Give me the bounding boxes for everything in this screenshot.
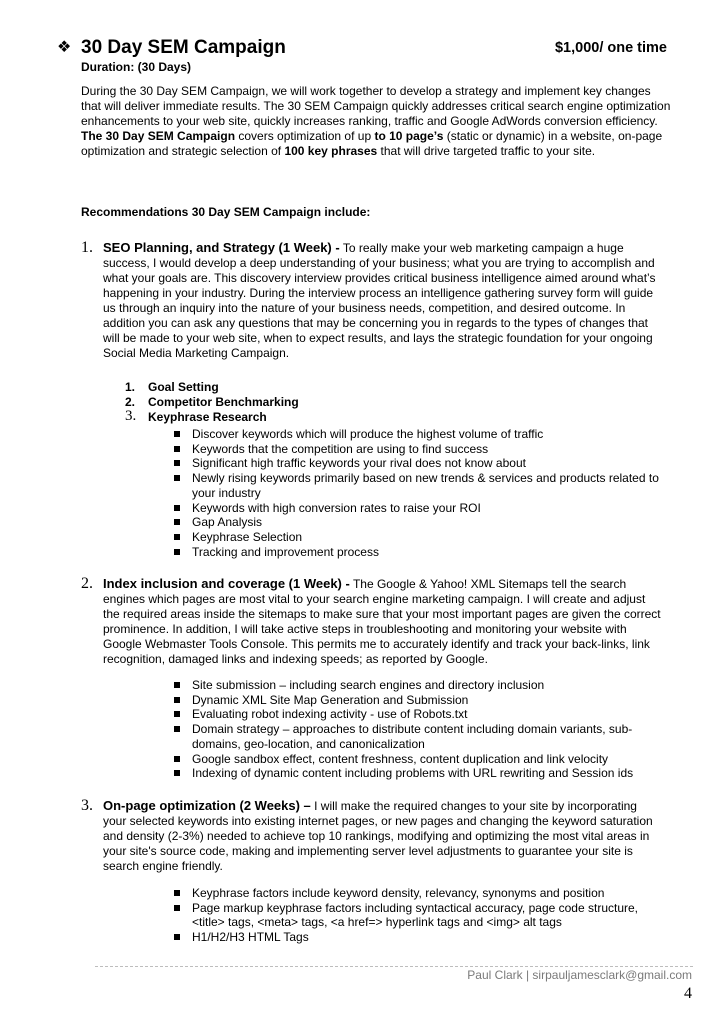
intro-text: During the 30 Day SEM Campaign, we will work together to develop a strategy and implement key changes that will deliver immediate results. The 30 SEM Campaign quickly addresses critical search engine optimization enhancements to your web site, quickly increases ranking, traffic and Google AdWords conversion efficiency. [81,84,671,128]
list-item: Google sandbox effect, content freshness, content duplication and link velocity [172,752,667,767]
list-item: Tracking and improvement process [172,545,662,560]
list-item [125,380,299,395]
section-number: 3. [81,797,93,814]
list-item: Keywords that the competition are using to find success [172,442,662,457]
list-item: Domain strategy – approaches to distribute content including domain variants, sub-domains, geo-location, and canonicalization [172,722,667,751]
section-body: I will make the required changes to your site by incorporating your selected keywords into existing internet pages, or new pages and changing the keyword saturation and density (2-3%) needed to achieve top 10 rankings, modifying and optimizing the most vital areas in your site's source code, making and implementing server level adjustments to guarantee your site is search engine friendly. [103,799,653,873]
list-item-label: Keyphrase Research [148,410,267,424]
page-number: 4 [684,985,692,1002]
section-paragraph [103,798,663,874]
list-item: Discover keywords which will produce the highest volume of traffic [172,427,662,442]
list-item-label: Competitor Benchmarking [148,395,299,409]
section-heading: SEO Planning, and Strategy (1 Week) - [103,240,340,255]
list-item [125,410,299,425]
list-item-number: 1. [125,380,136,394]
footer-divider [95,966,693,967]
list-item: Significant high traffic keywords your rival does not know about [172,456,662,471]
list-item: Keywords with high conversion rates to raise your ROI [172,501,662,516]
list-item: H1/H2/H3 HTML Tags [172,930,662,945]
list-item: Gap Analysis [172,515,662,530]
intro-bold: The 30 Day SEM Campaign [81,129,236,143]
seo-subitems-list [125,380,299,425]
on-page-bullet-list [172,886,662,945]
section-paragraph [103,576,663,667]
list-item [125,395,299,410]
duration-label: Duration: (30 Days) [81,60,192,74]
page-header [57,37,667,61]
section-body: To really make your web marketing campaign a huge success, I would develop a deep understanding of your business; what you are trying to accomplish and what your goals are. This discovery interview provides critical business intelligence aimed around what’s happening in your industry. During the interview process an intelligence gathering survey form will guide us through an inquiry into the nature of your business needs, competition, and desired outcome. In addition you can ask any questions that may be concerning you in regards to the types of changes that will be made to your web site, when to expect results, and lays the strategic foundation for your ongoing Social Media Marketing Campaign. [103,241,656,360]
recommendations-heading: Recommendations 30 Day SEM Campaign include: [81,205,371,219]
list-item-label: Goal Setting [148,380,219,394]
section-heading: On-page optimization (2 Weeks) – [103,798,311,813]
intro-text: that will drive targeted traffic to your site. [377,144,596,158]
section-number: 1. [81,239,93,256]
intro-bold: to 10 page’s [374,129,444,143]
diamond-bullet-icon: ❖ [57,39,72,56]
index-bullet-list [172,678,667,781]
price-label: $1,000/ one time [554,40,667,56]
list-item: Keyphrase Selection [172,530,662,545]
list-item: Keyphrase factors include keyword density, relevancy, synonyms and position [172,886,662,901]
intro-text: (static or dynamic) in a website, on-page optimization and strategic selection of [81,129,663,158]
section-paragraph [103,240,663,361]
footer-author: Paul Clark | sirpauljamesclark@gmail.com [467,968,692,982]
list-item: Newly rising keywords primarily based on new trends & services and products related to your industry [172,471,662,500]
list-item: Evaluating robot indexing activity - use of Robots.txt [172,707,667,722]
section-heading: Index inclusion and coverage (1 Week) - [103,576,350,591]
section-body: The Google & Yahoo! XML Sitemaps tell the search engines which pages are most vital to your search engine marketing campaign. I will create and adjust the required areas inside the sitemaps to make sure that your most important pages are given the correct prominence. In addition, I will take active steps in troubleshooting and monitoring your website with Google Webmaster Tools Console. This permits me to accurately identify and track your back-links, link recognition, damaged links and indexing speeds; as reported by Google. [103,577,661,666]
list-item: Site submission – including search engines and directory inclusion [172,678,667,693]
list-item-number: 3. [125,408,137,424]
list-item-number: 2. [125,395,136,409]
section-number: 2. [81,575,93,592]
intro-paragraph [81,84,671,159]
keyphrase-bullet-list [172,427,662,559]
intro-bold: 100 key phrases [284,144,378,158]
list-item: Page markup keyphrase factors including syntactical accuracy, page code structure, <title> tags, <meta> tags, <a href=> hyperlink tags and <img> alt tags [172,901,662,930]
list-item: Dynamic XML Site Map Generation and Submission [172,693,667,708]
intro-text: covers optimization of up [235,129,375,143]
list-item: Indexing of dynamic content including problems with URL rewriting and Session ids [172,766,667,781]
page-title: 30 Day SEM Campaign [81,37,286,58]
